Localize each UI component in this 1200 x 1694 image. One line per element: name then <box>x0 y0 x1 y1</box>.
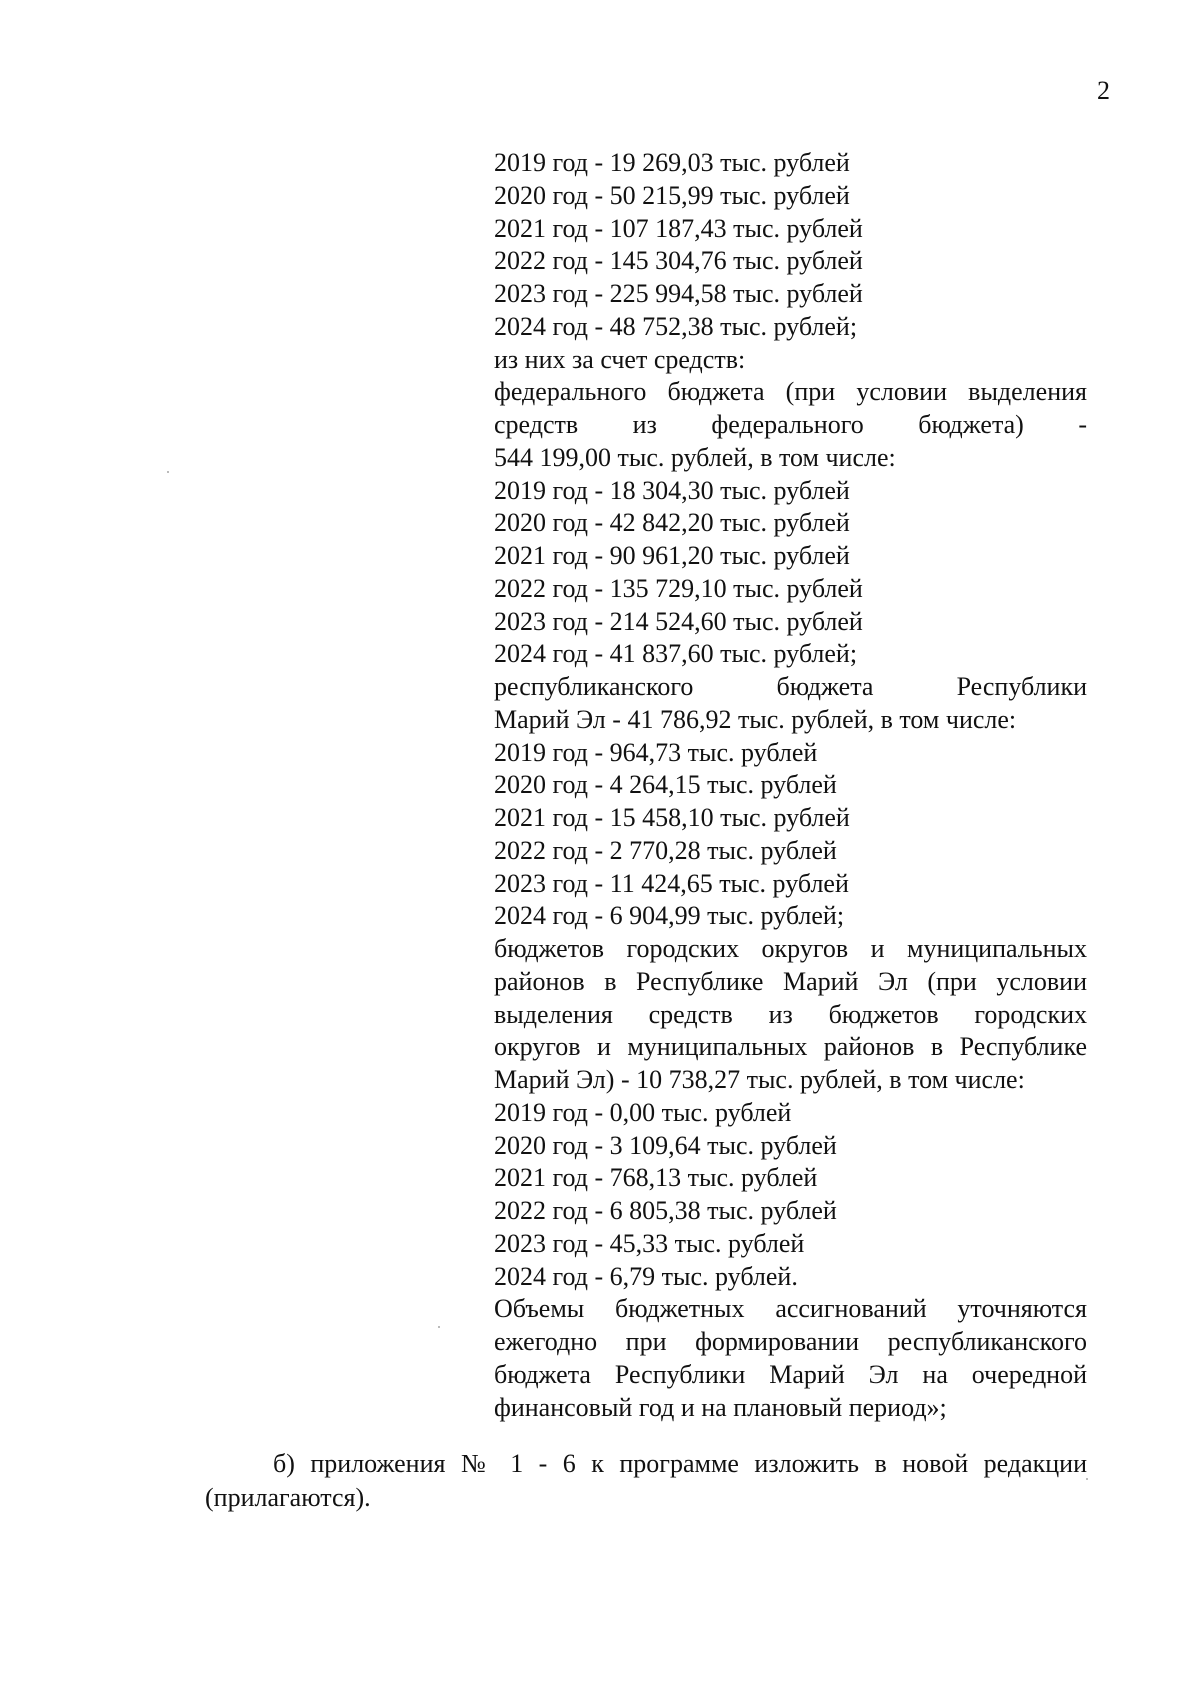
paragraph-b-line-1: б) приложения № 1 - 6 к программе изложить в новой редакции <box>273 1449 1087 1478</box>
text-line: Марий Эл - 41 786,92 тыс. рублей, в том числе: <box>494 704 1017 734</box>
text-line: округов и муниципальных районов в Республике <box>494 1032 1087 1062</box>
text-line: 2022 год - 145 304,76 тыс. рублей <box>494 246 863 276</box>
text-line: 2021 год - 15 458,10 тыс. рублей <box>494 803 850 832</box>
text-line: средств из федерального бюджета) - <box>494 410 1087 439</box>
scan-speck <box>1086 1478 1088 1480</box>
scan-speck <box>438 1326 440 1328</box>
text-line: республиканского бюджета Республики <box>494 672 1087 701</box>
text-line: 544 199,00 тыс. рублей, в том числе: <box>494 442 896 472</box>
text-line: 2024 год - 6,79 тыс. рублей. <box>494 1261 798 1291</box>
text-line: ежегодно при формировании республиканского <box>494 1327 1087 1356</box>
text-line: 2019 год - 0,00 тыс. рублей <box>494 1097 792 1127</box>
text-line: 2024 год - 6 904,99 тыс. рублей; <box>494 901 845 931</box>
text-line: 2019 год - 18 304,30 тыс. рублей <box>494 475 850 505</box>
text-line: 2023 год - 225 994,58 тыс. рублей <box>494 279 863 308</box>
text-line: 2020 год - 50 215,99 тыс. рублей <box>494 180 850 210</box>
text-line: Марий Эл) - 10 738,27 тыс. рублей, в том числе: <box>494 1065 1025 1094</box>
text-line: 2022 год - 2 770,28 тыс. рублей <box>494 835 837 865</box>
text-line: 2023 год - 45,33 тыс. рублей <box>494 1228 805 1258</box>
text-line: 2023 год - 214 524,60 тыс. рублей <box>494 606 863 636</box>
text-line: выделения средств из бюджетов городских <box>494 999 1087 1029</box>
text-line: 2019 год - 964,73 тыс. рублей <box>494 737 818 767</box>
text-line: бюджетов городских округов и муниципальных <box>494 934 1087 963</box>
text-line: Объемы бюджетных ассигнований уточняются <box>494 1294 1087 1324</box>
text-line: федерального бюджета (при условии выделения <box>494 377 1087 407</box>
text-line: бюджета Республики Марий Эл на очередной <box>494 1359 1087 1389</box>
page-number: 2 <box>1097 76 1110 105</box>
text-line: 2019 год - 19 269,03 тыс. рублей <box>494 148 850 177</box>
text-line: 2022 год - 6 805,38 тыс. рублей <box>494 1196 837 1225</box>
text-line: 2020 год - 3 109,64 тыс. рублей <box>494 1130 837 1160</box>
funding-text-block <box>494 147 1087 1424</box>
text-line: 2023 год - 11 424,65 тыс. рублей <box>494 868 849 898</box>
text-line: 2021 год - 90 961,20 тыс. рублей <box>494 541 850 570</box>
text-line: 2024 год - 48 752,38 тыс. рублей; <box>494 311 858 341</box>
text-line: из них за счет средств: <box>494 344 746 374</box>
scan-speck <box>167 471 169 473</box>
paragraph-b <box>205 1447 1087 1515</box>
text-line: 2024 год - 41 837,60 тыс. рублей; <box>494 639 858 669</box>
text-line: 2021 год - 768,13 тыс. рублей <box>494 1163 818 1193</box>
text-line: 2020 год - 42 842,20 тыс. рублей <box>494 508 850 538</box>
text-line: финансовый год и на плановый период»; <box>494 1392 947 1422</box>
text-line: 2021 год - 107 187,43 тыс. рублей <box>494 213 863 243</box>
text-line: 2020 год - 4 264,15 тыс. рублей <box>494 770 837 800</box>
text-line: районов в Республике Марий Эл (при условии <box>494 966 1087 996</box>
paragraph-b-line-2: (прилагаются). <box>205 1483 371 1512</box>
text-line: 2022 год - 135 729,10 тыс. рублей <box>494 573 863 603</box>
